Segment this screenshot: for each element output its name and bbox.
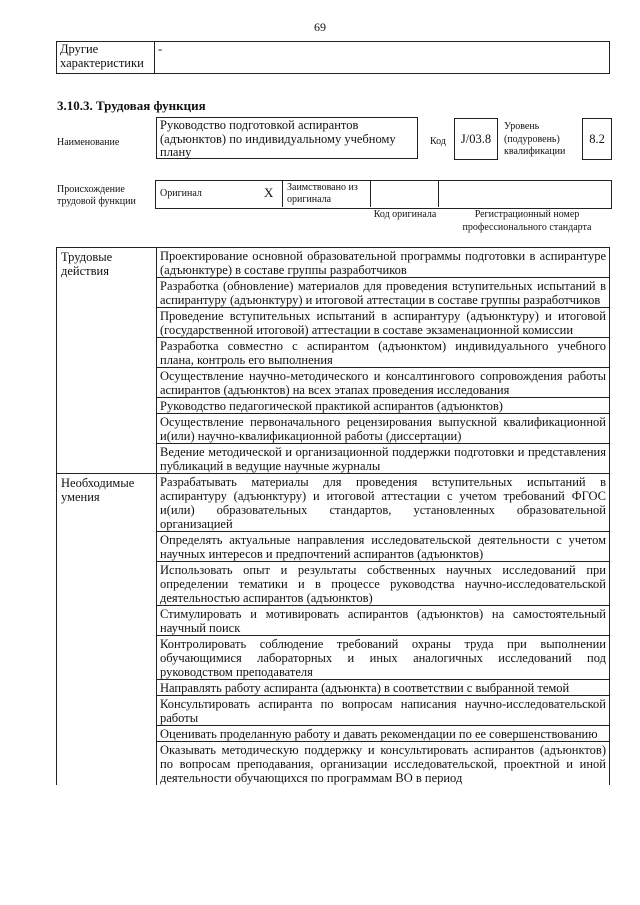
code-label: Код (430, 136, 446, 147)
skill-item: Использовать опыт и результаты собственных научных исследований при определении тематики и в процессе руководства научно-исследовательской деятельностью аспирантов (адъюнктов) (157, 562, 610, 606)
original-mark: X (264, 185, 274, 200)
table-row (57, 248, 610, 278)
skill-item: Разрабатывать материалы для проведения вступительных испытаний в аспирантуру (адъюнктуру) и итоговой аттестации с учетом требований ФГОС и(или) образовательных стандартов, установленных образовательной организацией (157, 474, 610, 532)
skill-item: Направлять работу аспиранта (адъюнкта) в соответствии с выбранной темой (157, 680, 610, 696)
other-characteristics-table (56, 41, 610, 74)
labor-action-item: Разработка совместно с аспирантом (адъюнктом) индивидуального учебного плана, контроль его выполнения (157, 338, 610, 368)
origin-divider (438, 180, 439, 207)
labor-action-item: Проектирование основной образовательной программы подготовки в аспирантуре (адъюнктуре) в составе группы разработчиков (157, 248, 610, 278)
required-skills-label: Необходимые умения (57, 474, 157, 786)
level-label: Уровень (подуровень) квалификации (504, 121, 566, 157)
function-name-box (156, 117, 418, 159)
skill-item: Стимулировать и мотивировать аспирантов (адъюнктов) на самостоятельный научный поиск (157, 606, 610, 636)
function-name-value: Руководство подготовкой аспирантов (адъюнктов) по индивидуальному учебному плану (160, 118, 396, 159)
origin-divider (282, 180, 283, 207)
level-value: 8.2 (589, 132, 605, 146)
skill-item: Контролировать соблюдение требований охраны труда при выполнении обучающимися лабораторных и иных аналогичных исследований под руководством преподавателя (157, 636, 610, 680)
reg-number-caption: Регистрационный номер профессионального стандарта (462, 209, 592, 233)
origin-label: Происхождение трудовой функции (57, 184, 136, 207)
labor-function-table (56, 247, 610, 785)
labor-action-item: Осуществление первоначального рецензирования выпускной квалификационной и(или) научно-квалификационной работы (диссертации) (157, 414, 610, 444)
other-characteristics-label: Другие характеристики (57, 42, 155, 74)
labor-action-item: Ведение методической и организационной поддержки подготовки и представления публикаций в ведущие научные журналы (157, 444, 610, 474)
labor-action-item: Руководство педагогической практикой аспирантов (адъюнктов) (157, 398, 610, 414)
skill-item: Консультировать аспиранта по вопросам написания научно-исследовательской работы (157, 696, 610, 726)
page-number: 69 (314, 20, 326, 34)
other-characteristics-value: - (155, 42, 610, 74)
labor-action-item: Проведение вступительных испытаний в аспирантуру (адъюнктуру) и итоговой (государственной итоговой) аттестации в составе экзаменационной комиссии (157, 308, 610, 338)
origin-divider (370, 180, 371, 207)
table-row (57, 474, 610, 532)
table-row (57, 42, 610, 74)
skill-item: Оценивать проделанную работу и давать рекомендации по ее совершенствованию (157, 726, 610, 742)
origin-box (155, 180, 612, 209)
borrowed-label: Заимствовано из оригинала (287, 182, 358, 205)
code-value: J/03.8 (460, 132, 492, 146)
original-label: Оригинал (160, 188, 202, 199)
labor-action-item: Разработка (обновление) материалов для проведения вступительных испытаний в аспирантуру (адъюнктуру) и итоговой аттестации в составе группы разработчиков (157, 278, 610, 308)
level-value-box (582, 118, 612, 160)
skill-item: Определять актуальные направления исследовательской деятельности с учетом научных интересов и предпочтений аспирантов (адъюнктов) (157, 532, 610, 562)
name-label: Наименование (57, 137, 120, 148)
section-title: 3.10.3. Трудовая функция (57, 98, 206, 113)
labor-action-item: Осуществление научно-методического и консалтингового сопровождения работы аспирантов (адъюнктов) на всех этапах проведения исследования (157, 368, 610, 398)
labor-actions-label: Трудовые действия (57, 248, 157, 474)
code-value-box (454, 118, 498, 160)
code-original-caption: Код оригинала (373, 209, 437, 220)
skill-item: Оказывать методическую поддержку и консультировать аспирантов (адъюнктов) по вопросам преподавания, организации исследовательской, проектной и иной деятельности обучающихся по программам ВО в период (157, 742, 610, 786)
